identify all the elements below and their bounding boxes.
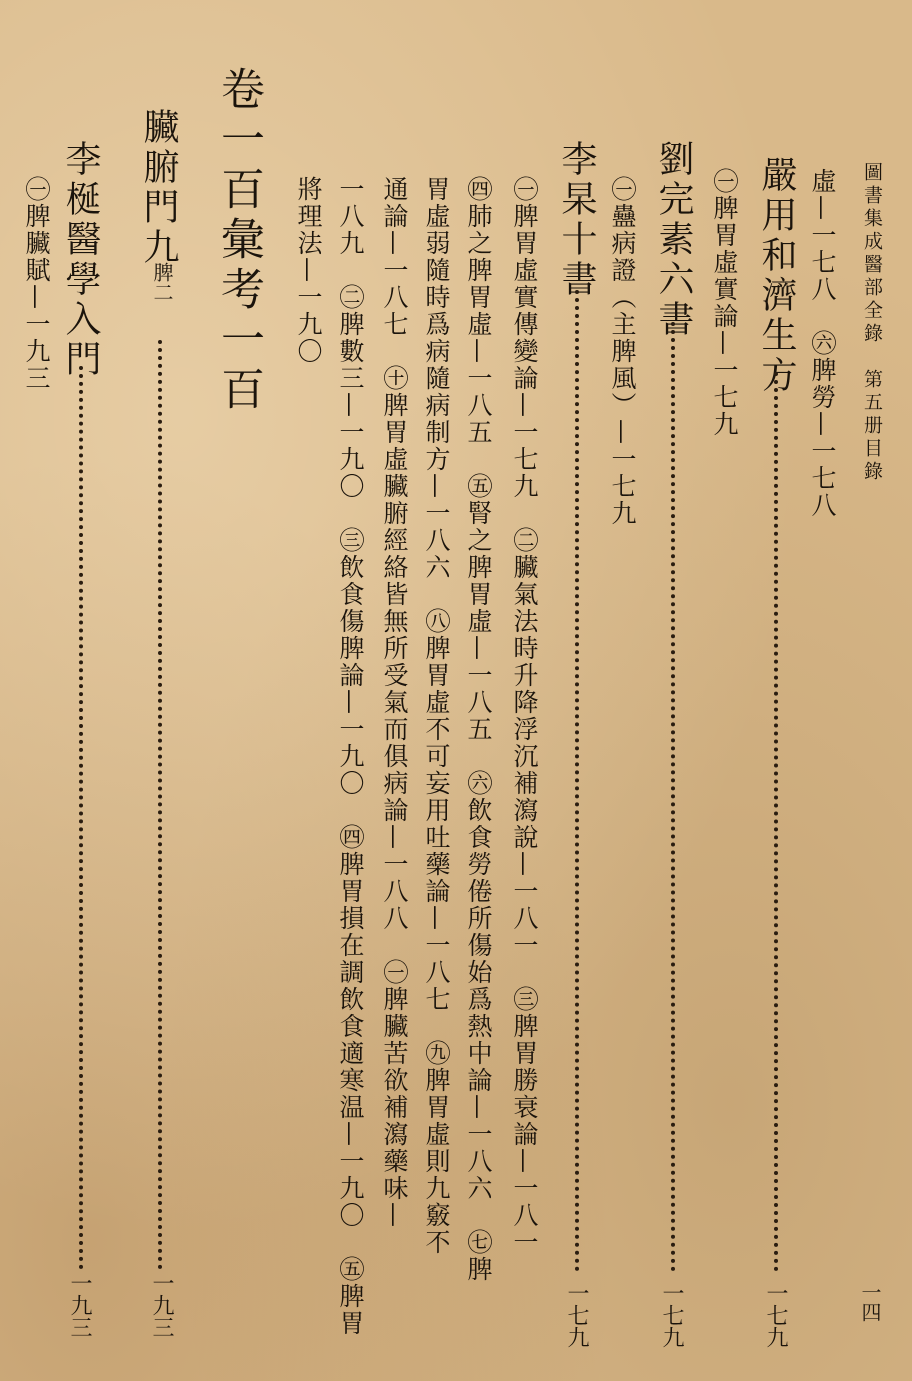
entry-line: ㊀脾胃虛實論—一七九 [710, 168, 739, 438]
volume-title: 卷一百彙考一百 [213, 66, 264, 416]
section-heading-yan: 嚴用和濟生方 [756, 156, 797, 396]
entry-line: 將理法—一九〇 [294, 176, 323, 365]
section-heading-liting: 李梴醫學入門 [60, 140, 101, 380]
entry-line: ㊀脾臟賦—一九三 [22, 176, 51, 392]
section-page: 一九三 [149, 1272, 174, 1338]
section-page: 一七九 [763, 1282, 788, 1348]
entry-line: 通論—一八七 ㊉脾胃虛臟腑經絡皆無所受氣而俱病論—一八八 ㊀脾臟苦欲補瀉藥味— [380, 176, 409, 1229]
section-heading-zangfu: 臟腑門九 [138, 108, 179, 268]
leader-dots [79, 366, 83, 1270]
section-page: 一九三 [67, 1272, 92, 1338]
leader-dots [671, 322, 675, 1272]
entry-line: ㊃肺之脾胃虛—一八五 ㊄腎之脾胃虛—一八五 ㊅飲食勞倦所傷始爲熱中論—一八六 ㊆脾 [464, 176, 493, 1283]
running-head: 圖書集成醫部全錄 第五册目錄 [861, 162, 883, 484]
entry-line: 虛—一七八 ㊅脾勞—一七八 [808, 168, 837, 519]
section-page: 一七九 [564, 1282, 589, 1348]
section-heading-liu: 劉完素六書 [653, 140, 694, 340]
entry-line: 胃虛弱隨時爲病隨病制方—一八六 ㊇脾胃虛不可妄用吐藥論—一八七 ㊈脾胃虛則九竅不 [422, 176, 451, 1256]
entry-line: ㊀脾胃虛實傳變論—一七九 ㊁臟氣法時升降浮沉補瀉說—一八一 ㊂脾胃勝衰論—一八一 [510, 176, 539, 1256]
entry-line: 一八九 ㊁脾數三—一九〇 ㊂飲食傷脾論—一九〇 ㊃脾胃損在調飲食適寒温—一九〇 ㊄脾胃 [336, 176, 365, 1337]
entry-line: ㊀蠱病證（主脾風）—一七九 [608, 176, 637, 527]
section-subheading: 脾二 [150, 262, 174, 302]
section-heading-li: 李杲十書 [556, 140, 597, 300]
leader-dots [575, 290, 579, 1272]
leader-dots [158, 340, 162, 1270]
section-page: 一七九 [659, 1282, 684, 1348]
page-number: 一四 [858, 1282, 882, 1322]
leader-dots [774, 372, 778, 1272]
